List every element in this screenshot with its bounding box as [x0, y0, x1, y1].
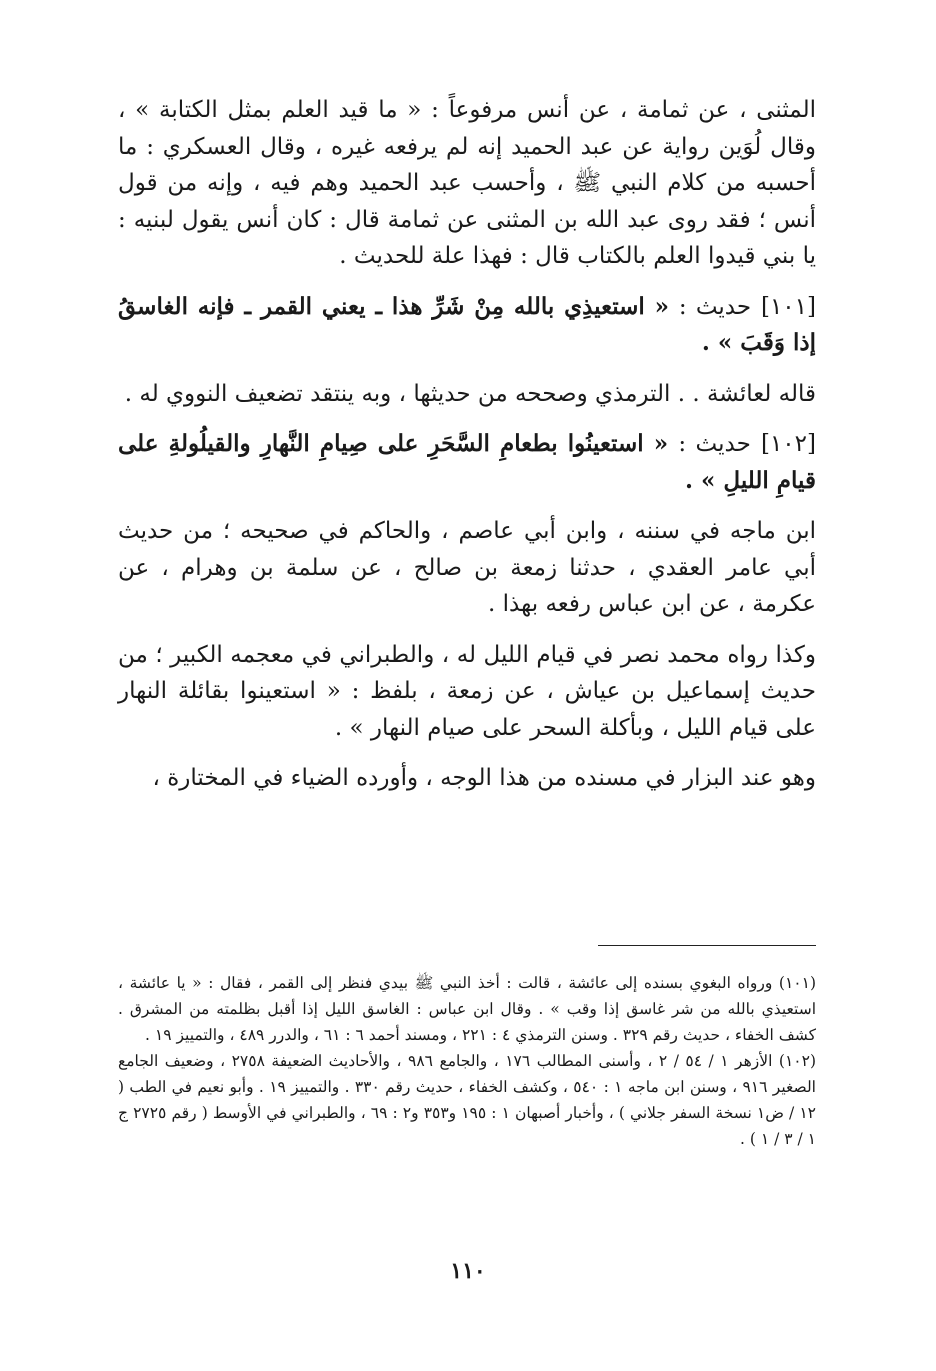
hadith-number-102: [١٠٢]: [760, 431, 816, 457]
hadith-number-101: [١٠١]: [760, 293, 816, 320]
hadith-text-101: « استعيذِي بالله مِنْ شَرِّ هذا ـ يعني القمر ـ فإنه الغاسقُ إذا وَقَبَ » .: [118, 292, 816, 356]
paragraph-2: قاله لعائشة . . الترمذي وصححه من حديثها ، وبه ينتقد تضعيف النووي له .: [124, 380, 816, 407]
hadith-label-101: حديث :: [678, 293, 752, 320]
hadith-101: [118, 289, 816, 362]
paragraph-1: المثنى ، عن ثمامة ، عن أنس مرفوعاً : « ما قيد العلم بمثل الكتابة » ، وقال لُوَين رواية عن عبد الحميد إنه لم يرفعه غيره ، وقال العسكري : ما أحسبه من كلام النبي ﷺ ، وأحسب عبد الحميد وهم فيه ، وإنه من قول أنس ؛ فقد روى عبد الله بن المثنى عن ثمامة قال : كان أنس يقول لبنيه : يا بني قيدوا العلم بالكتاب قال : فهذا علة للحديث .: [118, 97, 816, 269]
footnote-101: (١٠١) ورواه البغوي بسنده إلى عائشة ، قالت : أخذ النبي ﷺ بيدي فنظر إلى القمر ، فقال : « يا عائشة ، استعيذي بالله من شر غاسق إذا وقب » . وقال ابن عباس : الغاسق الليل إذا أقبل بظلمته من المشرق . كشف الخفاء ، حديث رقم ٣٢٩ . وسنن الترمذي ٤ : ٢٢١ ، ومسند أحمد ٦ : ٦١ ، والدرر ٤٨٩ ، والتمييز ١٩ .: [118, 974, 816, 1044]
page-number: ١١٠: [450, 1258, 486, 1284]
footnote-separator: [598, 945, 816, 946]
paragraph-4: وكذا رواه محمد نصر في قيام الليل له ، والطبراني في معجمه الكبير ؛ من حديث إسماعيل بن عياش ، عن زمعة ، بلفظ : « استعينوا بقائلة النهار على قيام الليل ، وبأكلة السحر على صيام النهار » .: [118, 641, 816, 741]
hadith-102: [118, 426, 816, 499]
footnote-102: (١٠٢) الأزهر ١ / ٥٤ / ٢ ، وأسنى المطالب ١٧٦ ، والجامع ٩٨٦ ، والأحاديث الضعيفة ٢٧٥٨ ، وضعيف الجامع الصغير ٩١٦ ، وسنن ابن ماجه ١ : ٥٤٠ ، وكشف الخفاء ، حديث رقم ٣٣٠ . والتمييز ١٩ . وأبو نعيم في الطب ( ١٢ / ض١ نسخة السفر جلاني ) ، وأخبار أصبهان ١ : ١٩٥ و٣٥٣ و٢ : ٦٩ ، والطبراني في الأوسط ( رقم ٢٧٢٥ ج ١ / ٣ / ١ ) .: [118, 1052, 817, 1148]
hadith-text-102: « استعينُوا بطعامِ السَّحَرِ على صِيامِ النَّهارِ والقيلُولةِ على قيامِ الليلِ » .: [118, 430, 816, 494]
footnotes: [118, 970, 816, 1152]
paragraph-3: ابن ماجه في سننه ، وابن أبي عاصم ، والحاكم في صحيحه ؛ من حديث أبي عامر العقدي ، حدثنا زمعة بن صالح ، عن سلمة بن وهرام ، عن عكرمة ، عن ابن عباس رفعه بهذا .: [118, 518, 816, 617]
hadith-label-102: حديث :: [678, 431, 751, 457]
main-text: [118, 92, 816, 797]
paragraph-5: وهو عند البزار في مسنده من هذا الوجه ، وأورده الضياء في المختارة ،: [152, 765, 816, 791]
